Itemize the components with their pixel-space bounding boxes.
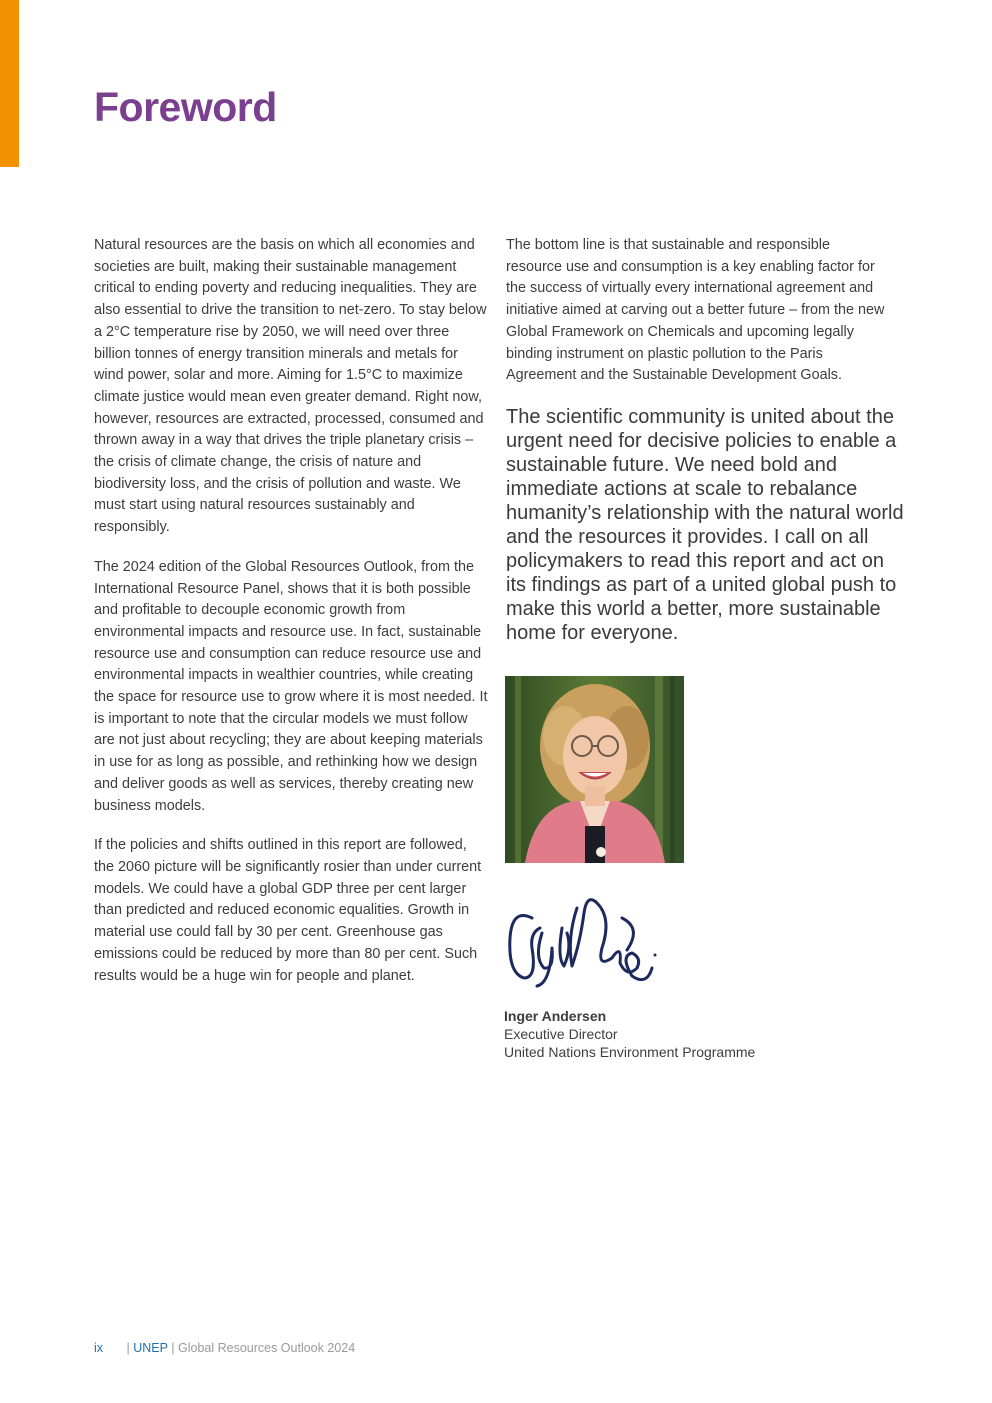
body-paragraph-3: If the policies and shifts outlined in this report are followed, the 2060 picture will be significantly rosier than under current models. We could have a global GDP three per cent larger than predicted and reduced economic equalities. Growth in material use could fall by 30 per cent. Greenhouse gas emissions could be reduced by more than 80 per cent. Such results would be a huge win for people and planet. xyxy=(94,837,482,984)
signer-role: Executive Director xyxy=(504,1026,618,1042)
signer-name: Inger Andersen xyxy=(504,1008,607,1024)
body-paragraph-1: Natural resources are the basis on which all economies and societies are built, making their sustainable management critical to ending poverty and reducing inequalities. They are also essential to drive the transition to net-zero. To stay below a 2°C temperature rise by 2050, we will need over three billion tonnes of energy transition minerals and metals for wind power, solar and more. Aiming for 1.5°C to maximize climate justice would mean even greater demand. Right now, however, resources are extracted, processed, consumed and thrown away in a way that drives the triple planetary crisis – the crisis of climate change, the crisis of nature and biodiversity loss, and the crisis of pollution and waste. We must start using natural resources sustainably and responsibly. xyxy=(94,237,487,536)
footer-separator: | xyxy=(126,1341,130,1355)
signer-organization: United Nations Environment Programme xyxy=(504,1044,756,1060)
right-column xyxy=(506,235,906,645)
footer-org: UNEP xyxy=(133,1341,168,1355)
page-title: Foreword xyxy=(94,84,277,130)
footer-separator-2: | xyxy=(171,1341,175,1355)
page-footer xyxy=(94,1341,355,1355)
pull-quote: The scientific community is united about the urgent need for decisive policies to enable a sustainable future. We need bold and immediate actions at scale to rebalance humanity’s relationship with the natural world and the resources it provides. I call on all policymakers to read this report and act on its findings as part of a united global push to make this world a better, more sustainable home for everyone. xyxy=(506,405,904,644)
accent-bar xyxy=(0,0,19,167)
portrait-photo xyxy=(505,676,684,863)
footer-publication: Global Resources Outlook 2024 xyxy=(177,1341,356,1355)
body-paragraph-2: The 2024 edition of the Global Resources Outlook, from the International Resource Panel, shows that it is both possible and profitable to decouple economic growth from environmental impacts and resource use. In fact, sustainable resource use and consumption can reduce resource use and environmental impacts in wealthier countries, while creating the space for resource use to grow where it is most needed. It is important to note that the circular models we must follow are not just about recycling; they are about keeping materials in use for as long as possible, and rethinking how we design and deliver goods as well as services, thereby creating new business models. xyxy=(94,558,488,814)
left-column xyxy=(94,235,488,1005)
body-paragraph-4: The bottom line is that sustainable and responsible resource use and consumption is a key enabling factor for the success of virtually every international agreement and initiative aimed at carving out a better future – from the new Global Framework on Chemicals and upcoming legally binding instrument on plastic pollution to the Paris Agreement and the Sustainable Development Goals. xyxy=(506,237,885,384)
page-number: ix xyxy=(94,1341,104,1355)
signer-block xyxy=(504,1007,755,1061)
signature-image xyxy=(502,888,662,988)
